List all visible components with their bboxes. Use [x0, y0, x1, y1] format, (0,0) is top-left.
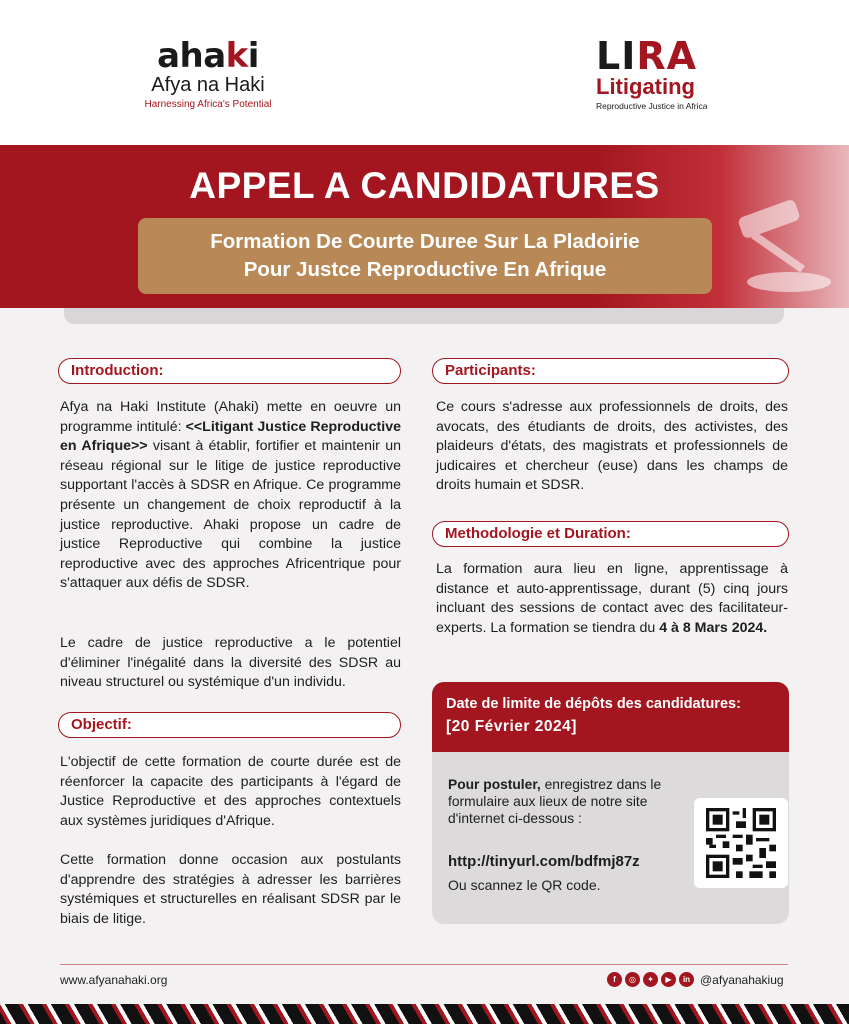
- page-title: APPEL A CANDIDATURES: [189, 165, 660, 206]
- lira-wordmark: LIRA: [596, 34, 698, 78]
- participants-heading: Participants:: [432, 358, 789, 384]
- lira-logo: [596, 36, 726, 111]
- facebook-icon[interactable]: f: [607, 972, 622, 987]
- participants-paragraph: Ce cours s'adresse aux professionnels de droits, des avocats, des étudiants de droits, des activistes, des plaideurs d'états, des magistrats et professionnels de judicaires et chercheur (euse) dans les champs de droits humain et SDSR.: [436, 399, 788, 494]
- subtitle-line-1: Formation De Courte Duree Sur La Pladoirie: [210, 230, 640, 253]
- ahaki-subtitle: Afya na Haki: [151, 74, 265, 96]
- title-banner: [0, 145, 849, 308]
- decorative-pattern: [0, 1004, 849, 1024]
- lira-subtitle: Litigating: [596, 74, 695, 99]
- deadline-box: [432, 682, 789, 758]
- ahaki-logo: [138, 38, 278, 110]
- apply-box: [432, 752, 789, 924]
- youtube-icon[interactable]: ▶: [661, 972, 676, 987]
- objectif-paragraph-2: Cette formation donne occasion aux postulants d'apprendre des stratégies à adresser les barrières systémiques et structurelles en réalisant SDSR par le biais de litige.: [60, 852, 401, 927]
- social-icons: [607, 972, 694, 988]
- ahaki-tagline: Harnessing Africa's Potential: [144, 99, 272, 110]
- methodologie-heading: Methodologie et Duration:: [432, 521, 789, 547]
- footer-website-link[interactable]: www.afyanahaki.org: [60, 973, 168, 987]
- subtitle-box: [138, 218, 712, 294]
- introduction-paragraph-1: Afya na Haki Institute (Ahaki) mette en oeuvre un programme intitulé: <<Litigant Justice Reproductive en Afrique>> visant à établir, fortifier et maintenir un réseau régional sur le litige de justice reproductive supportant l'accès à SDSR en Afrique. Ce programme présente un changement de choix reproductif à la justice reproductive. Ahaki propose un cadre de justice Reproductive qui combine la justice reproductive avec des approches Africentrique pour s'attaquer aux défis de SDSR.: [60, 399, 402, 592]
- banner-shadow: [64, 308, 784, 324]
- apply-link[interactable]: http://tinyurl.com/bdfmj87z: [448, 853, 640, 870]
- deadline-label: Date de limite de dépôts des candidatures:: [446, 696, 741, 712]
- instagram-icon[interactable]: ◎: [625, 972, 640, 987]
- ahaki-wordmark: ahaki: [157, 36, 259, 76]
- lira-tagline: Reproductive Justice in Africa: [596, 101, 708, 111]
- qr-code-icon: [706, 808, 776, 878]
- introduction-heading: Introduction:: [58, 358, 401, 384]
- apply-instructions: Pour postuler, enregistrez dans le formulaire aux lieux de notre site d'internet ci-dessous :: [448, 777, 662, 826]
- header: [0, 0, 849, 145]
- introduction-paragraph-2: Le cadre de justice reproductive a le potentiel d'éliminer l'inégalité dans la diversité des SDSR au niveau structurel ou systémique d'un individu.: [60, 635, 401, 691]
- footer-divider: [60, 964, 788, 965]
- methodologie-paragraph: La formation aura lieu en ligne, apprentissage à distance et auto-apprentissage, durant (5) cinq jours incluant des sessions de contact avec des facilitateur-experts. La formation se tiendra du 4 à 8 Mars 2024.: [436, 561, 788, 636]
- deadline-date: [20 Février 2024]: [446, 718, 577, 735]
- subtitle-line-2: Pour Justce Reproductive En Afrique: [243, 258, 607, 281]
- objectif-heading: Objectif:: [58, 712, 401, 738]
- qr-code[interactable]: [694, 798, 788, 888]
- linkedin-icon[interactable]: in: [679, 972, 694, 987]
- twitter-icon[interactable]: ✦: [643, 972, 658, 987]
- scan-instructions: Ou scannez le QR code.: [448, 877, 601, 893]
- objectif-paragraph-1: L'objectif de cette formation de courte durée est de réenforcer la capacite des participants à l'égard de Justice Reproductive et des approches contextuels aux systèmes juridiques d'Afrique.: [60, 754, 401, 829]
- footer-social-handle: @afyanahakiug: [700, 973, 784, 987]
